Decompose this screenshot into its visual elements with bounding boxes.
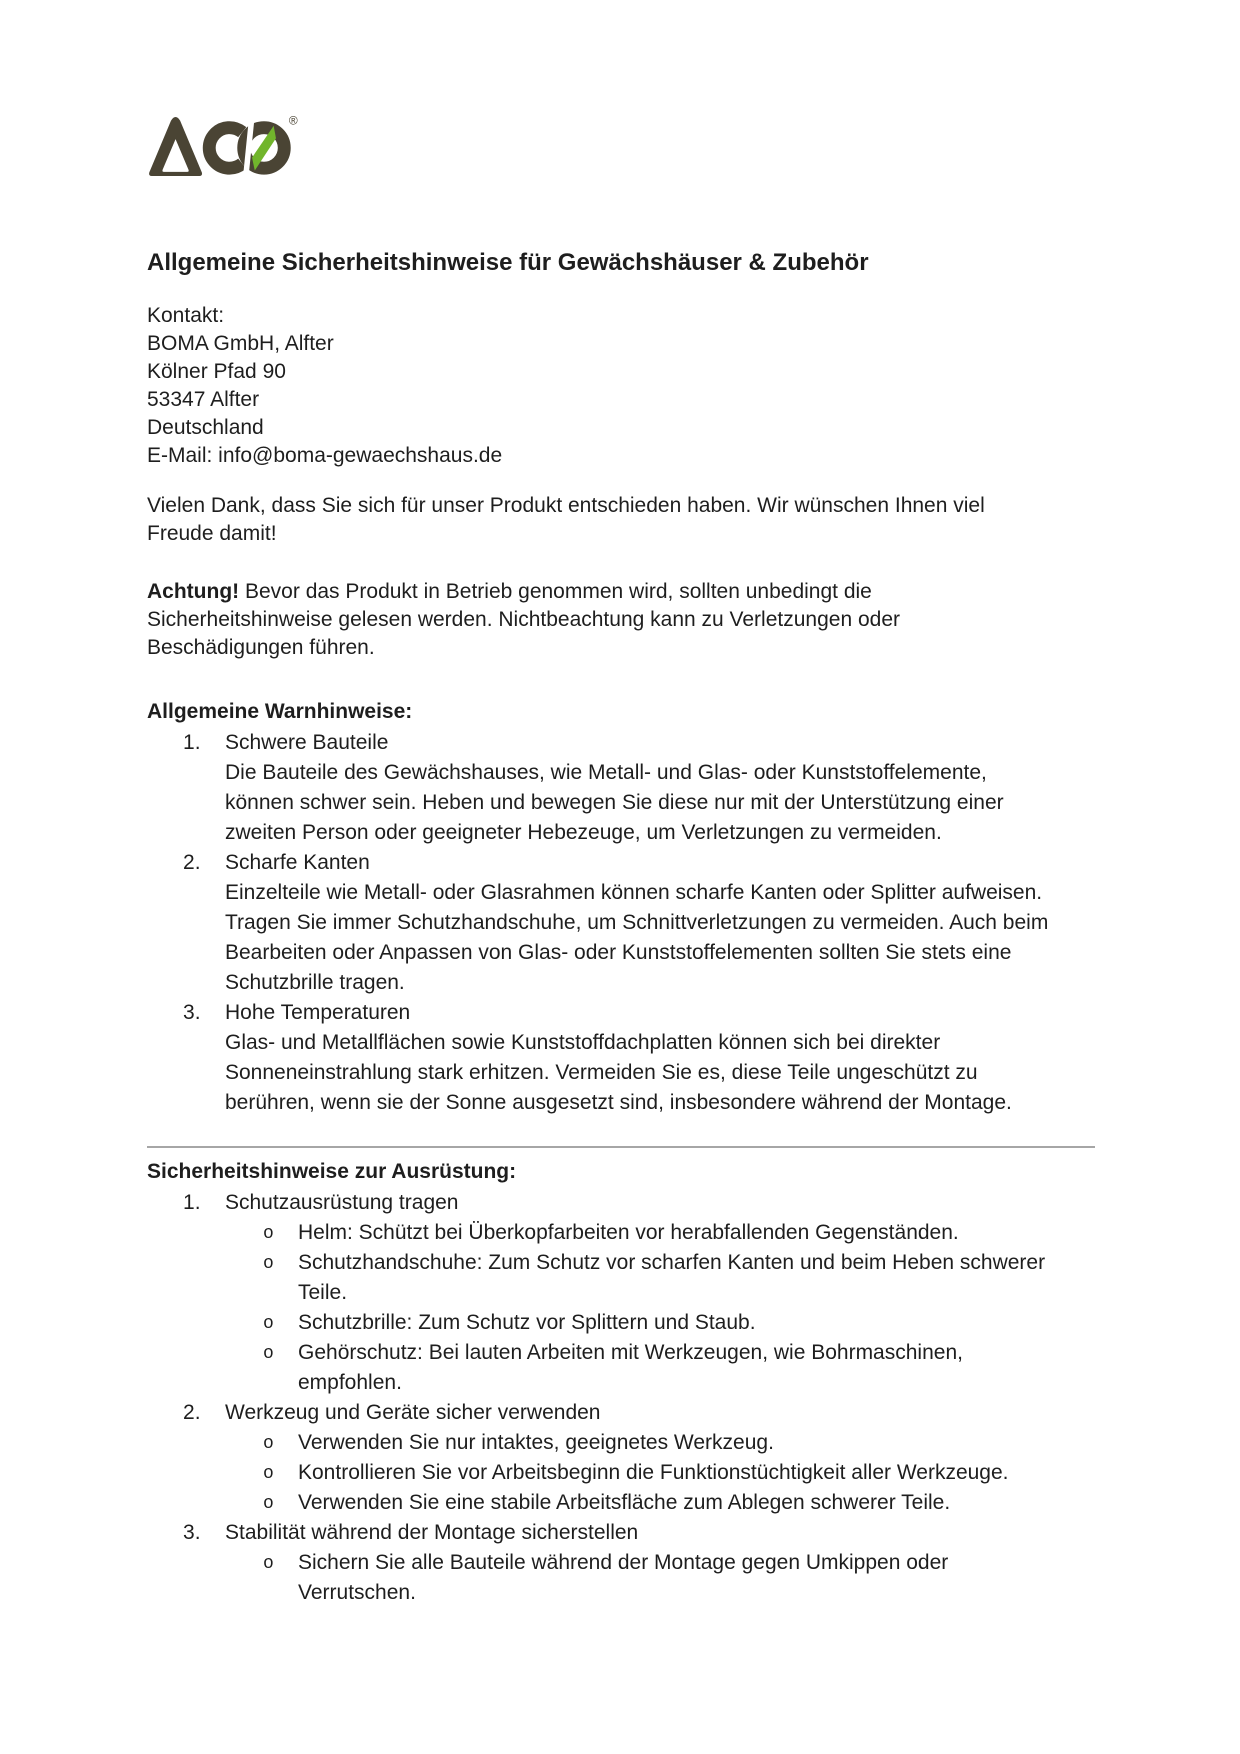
- sub-bullet: [225, 1218, 1095, 1248]
- warning-text: Bevor das Produkt in Betrieb genommen wird, sollten unbedingt die: [245, 580, 872, 603]
- list-item-line: Einzelteile wie Metall- oder Glasrahmen können scharfe Kanten oder Splitter aufweisen.: [225, 881, 1043, 904]
- contact-block: [147, 302, 1095, 470]
- list-item-title: Hohe Temperaturen: [225, 1001, 411, 1024]
- intro-paragraph: [147, 492, 1095, 548]
- list-item-line: Glas- und Metallflächen sowie Kunststoffdachplatten können sich bei direkter: [225, 1031, 941, 1054]
- list-item-line: Schutzbrille tragen.: [225, 971, 405, 994]
- sub-bullet-list: [225, 1428, 1095, 1518]
- sub-bullet: [225, 1548, 1095, 1608]
- list-item: [147, 1398, 1095, 1518]
- sub-bullet-line: o Gehörschutz: Bei lauten Arbeiten mit Werkzeugen, wie Bohrmaschinen,: [298, 1341, 963, 1364]
- sub-bullet: [225, 1458, 1095, 1488]
- warnhinweise-list: [147, 728, 1095, 1118]
- sub-bullet-line: Verrutschen.: [298, 1581, 416, 1604]
- contact-label: Kontakt:: [147, 304, 225, 327]
- list-item-title: Werkzeug und Geräte sicher verwenden: [225, 1401, 601, 1424]
- sub-bullet-list: [225, 1218, 1095, 1398]
- list-item-title: Scharfe Kanten: [225, 851, 370, 874]
- logo-letter-a: [149, 117, 202, 176]
- list-item: [147, 1518, 1095, 1608]
- section-heading-ausruestung: Sicherheitshinweise zur Ausrüstung:: [147, 1160, 517, 1183]
- sub-bullet: [225, 1338, 1095, 1398]
- section-heading-warnhinweise: Allgemeine Warnhinweise:: [147, 700, 413, 723]
- sub-bullet-line: o Verwenden Sie nur intaktes, geeignetes Werkzeug.: [298, 1431, 774, 1454]
- list-item-line: Bearbeiten oder Anpassen von Glas- oder Kunststoffelementen sollten Sie stets eine: [225, 941, 1012, 964]
- warning-label: Achtung!: [147, 580, 240, 603]
- contact-country: Deutschland: [147, 416, 264, 439]
- intro-line: Vielen Dank, dass Sie sich für unser Produkt entschieden haben. Wir wünschen Ihnen viel: [147, 494, 985, 517]
- warning-line: Beschädigungen führen.: [147, 636, 375, 659]
- sub-bullet: [225, 1428, 1095, 1458]
- section-divider: [147, 1146, 1095, 1148]
- ausruestung-list: [147, 1188, 1095, 1608]
- list-item-line: können schwer sein. Heben und bewegen Sie diese nur mit der Unterstützung einer: [225, 791, 1004, 814]
- list-item-title: Schutzausrüstung tragen: [225, 1191, 459, 1214]
- sub-bullet-line: Teile.: [298, 1281, 348, 1304]
- sub-bullet-line: o Sichern Sie alle Bauteile während der Montage gegen Umkippen oder: [298, 1551, 949, 1574]
- document-title: Allgemeine Sicherheitshinweise für Gewächshäuser & Zubehör: [147, 249, 869, 276]
- list-item-line: zweiten Person oder geeigneter Hebezeuge, um Verletzungen zu vermeiden.: [225, 821, 942, 844]
- warning-line: Sicherheitshinweise gelesen werden. Nichtbeachtung kann zu Verletzungen oder: [147, 608, 900, 631]
- contact-company: BOMA GmbH, Alfter: [147, 332, 334, 355]
- contact-city: 53347 Alfter: [147, 388, 260, 411]
- sub-bullet-list: [225, 1548, 1095, 1608]
- list-item: [147, 848, 1095, 998]
- sub-bullet-line: o Schutzhandschuhe: Zum Schutz vor scharfen Kanten und beim Heben schwerer: [298, 1251, 1046, 1274]
- warning-paragraph: [147, 578, 1095, 662]
- list-item-line: Sonneneinstrahlung stark erhitzen. Vermeiden Sie es, diese Teile ungeschützt zu: [225, 1061, 978, 1084]
- list-item-line: berühren, wenn sie der Sonne ausgesetzt sind, insbesondere während der Montage.: [225, 1091, 1012, 1114]
- sub-bullet-line: o Verwenden Sie eine stabile Arbeitsfläche zum Ablegen schwerer Teile.: [298, 1491, 951, 1514]
- sub-bullet-line: o Helm: Schützt bei Überkopfarbeiten vor herabfallenden Gegenständen.: [298, 1221, 959, 1244]
- registered-mark: ®: [288, 113, 298, 128]
- list-item: [147, 998, 1095, 1118]
- sub-bullet: [225, 1308, 1095, 1338]
- warning-line: [147, 578, 1095, 606]
- intro-line: Freude damit!: [147, 522, 277, 545]
- list-item-title: Stabilität während der Montage sicherstellen: [225, 1521, 639, 1544]
- sub-bullet-line: o Schutzbrille: Zum Schutz vor Splittern und Staub.: [298, 1311, 756, 1334]
- sub-bullet-line: empfohlen.: [298, 1371, 402, 1394]
- sub-bullet-line: o Kontrollieren Sie vor Arbeitsbeginn die Funktionstüchtigkeit aller Werkzeuge.: [298, 1461, 1009, 1484]
- acd-logo: [147, 112, 299, 182]
- contact-email: E-Mail: info@boma-gewaechshaus.de: [147, 444, 503, 467]
- sub-bullet: [225, 1248, 1095, 1308]
- logo-slash: [245, 112, 252, 182]
- list-item: [147, 728, 1095, 848]
- list-item-line: Tragen Sie immer Schutzhandschuhe, um Schnittverletzungen zu vermeiden. Auch beim: [225, 911, 1049, 934]
- list-item: [147, 1188, 1095, 1398]
- list-item-title: Schwere Bauteile: [225, 731, 389, 754]
- sub-bullet: [225, 1488, 1095, 1518]
- list-item-line: Die Bauteile des Gewächshauses, wie Metall- und Glas- oder Kunststoffelemente,: [225, 761, 987, 784]
- contact-street: Kölner Pfad 90: [147, 360, 286, 383]
